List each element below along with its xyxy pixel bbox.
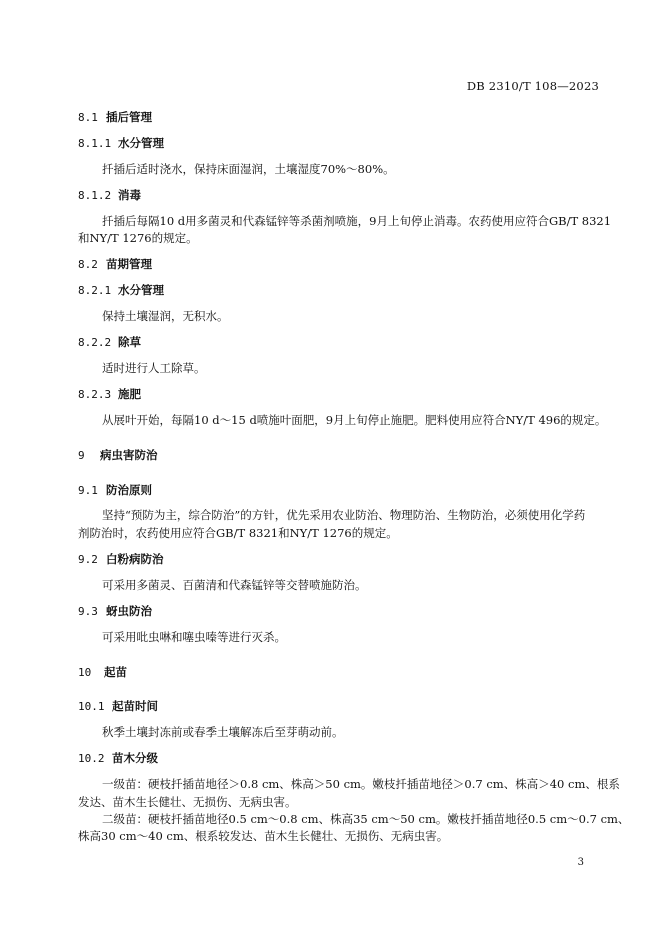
section-title: 插后管理 bbox=[106, 110, 153, 124]
section-number: 8.2.3 bbox=[78, 388, 112, 401]
section-title: 蚜虫防治 bbox=[106, 604, 153, 618]
section-number: 9.3 bbox=[78, 605, 98, 618]
paragraph-10-2-grade-2-line-2: 株高30 cm～40 cm、根系较发达、苗木生长健壮、无损伤、无病虫害。 bbox=[78, 829, 449, 843]
paragraph-9-1-line-1: 坚持“预防为主，综合防治”的方针，优先采用农业防治、物理防治、生物防治，必须使用化学药 bbox=[102, 508, 586, 522]
paragraph-9-2: 可采用多菌灵、百菌清和代森锰锌等交替喷施防治。 bbox=[102, 578, 367, 592]
paragraph-8-1-2-line-1: 扦插后每隔10 d用多菌灵和代森锰锌等杀菌剂喷施，9月上旬停止消毒。农药使用应符合GB/T 8321 bbox=[102, 214, 612, 228]
section-heading-8-2 bbox=[78, 256, 152, 273]
section-number: 8.1 bbox=[78, 111, 98, 124]
section-title: 起苗 bbox=[104, 665, 128, 679]
section-title: 除草 bbox=[118, 335, 142, 349]
paragraph-8-1-2-line-2: 和NY/T 1276的规定。 bbox=[78, 231, 198, 245]
section-number: 9 bbox=[78, 449, 85, 462]
section-heading-8-2-3 bbox=[78, 386, 141, 403]
section-heading-9-1 bbox=[78, 482, 152, 499]
paragraph-9-1-line-2: 剂防治时，农药使用应符合GB/T 8321和NY/T 1276的规定。 bbox=[78, 526, 398, 540]
paragraph-10-2-grade-1-line-2: 发达、苗木生长健壮、无损伤、无病虫害。 bbox=[78, 795, 297, 809]
paragraph-10-2-grade-2-line-1: 二级苗：硬枝扦插苗地径0.5 cm～0.8 cm、株高35 cm～50 cm。嫩枝扦插苗地径0.5 cm～0.7 cm、 bbox=[102, 812, 630, 826]
section-heading-8-1-1 bbox=[78, 135, 164, 152]
section-title: 水分管理 bbox=[118, 283, 165, 297]
section-number: 8.2 bbox=[78, 258, 98, 271]
section-heading-9-3 bbox=[78, 603, 152, 620]
section-heading-8-1 bbox=[78, 109, 152, 126]
document-code: DB 2310/T 108—2023 bbox=[466, 79, 599, 93]
section-heading-9-2 bbox=[78, 551, 164, 568]
section-number: 9.2 bbox=[78, 553, 98, 566]
section-title: 病虫害防治 bbox=[100, 448, 158, 462]
paragraph-10-1: 秋季土壤封冻前或春季土壤解冻后至芽萌动前。 bbox=[102, 725, 344, 739]
page-number: 3 bbox=[577, 857, 584, 868]
paragraph-8-2-2: 适时进行人工除草。 bbox=[102, 361, 206, 375]
paragraph-8-2-3: 从展叶开始，每隔10 d～15 d喷施叶面肥，9月上旬停止施肥。肥料使用应符合NY/T 496的规定。 bbox=[102, 413, 607, 427]
section-heading-9 bbox=[78, 447, 158, 464]
section-number: 8.2.2 bbox=[78, 336, 112, 349]
section-heading-10-2 bbox=[78, 750, 158, 767]
section-heading-10-1 bbox=[78, 698, 158, 715]
section-heading-10 bbox=[78, 664, 127, 681]
section-number: 8.2.1 bbox=[78, 284, 112, 297]
paragraph-8-2-1: 保持土壤湿润，无积水。 bbox=[102, 309, 229, 323]
section-title: 苗木分级 bbox=[112, 751, 159, 765]
section-title: 苗期管理 bbox=[106, 257, 153, 271]
section-title: 防治原则 bbox=[106, 483, 153, 497]
section-number: 8.1.2 bbox=[78, 189, 112, 202]
paragraph-8-1-1: 扦插后适时浇水，保持床面湿润，土壤湿度70%～80%。 bbox=[102, 162, 395, 176]
section-number: 9.1 bbox=[78, 484, 98, 497]
section-number: 10 bbox=[78, 666, 92, 679]
section-heading-8-2-2 bbox=[78, 334, 141, 351]
section-title: 白粉病防治 bbox=[106, 552, 164, 566]
paragraph-9-3: 可采用吡虫啉和噻虫嗪等进行灭杀。 bbox=[102, 630, 286, 644]
section-title: 消毒 bbox=[118, 188, 142, 202]
section-heading-8-2-1 bbox=[78, 282, 164, 299]
section-title: 施肥 bbox=[118, 387, 142, 401]
section-title: 水分管理 bbox=[118, 136, 165, 150]
paragraph-10-2-grade-1-line-1: 一级苗：硬枝扦插苗地径＞0.8 cm、株高＞50 cm。嫩枝扦插苗地径＞0.7 cm、株高＞40 cm、根系 bbox=[102, 777, 620, 791]
section-title: 起苗时间 bbox=[112, 699, 159, 713]
section-number: 8.1.1 bbox=[78, 137, 112, 150]
section-heading-8-1-2 bbox=[78, 187, 141, 204]
section-number: 10.2 bbox=[78, 752, 105, 765]
section-number: 10.1 bbox=[78, 700, 105, 713]
